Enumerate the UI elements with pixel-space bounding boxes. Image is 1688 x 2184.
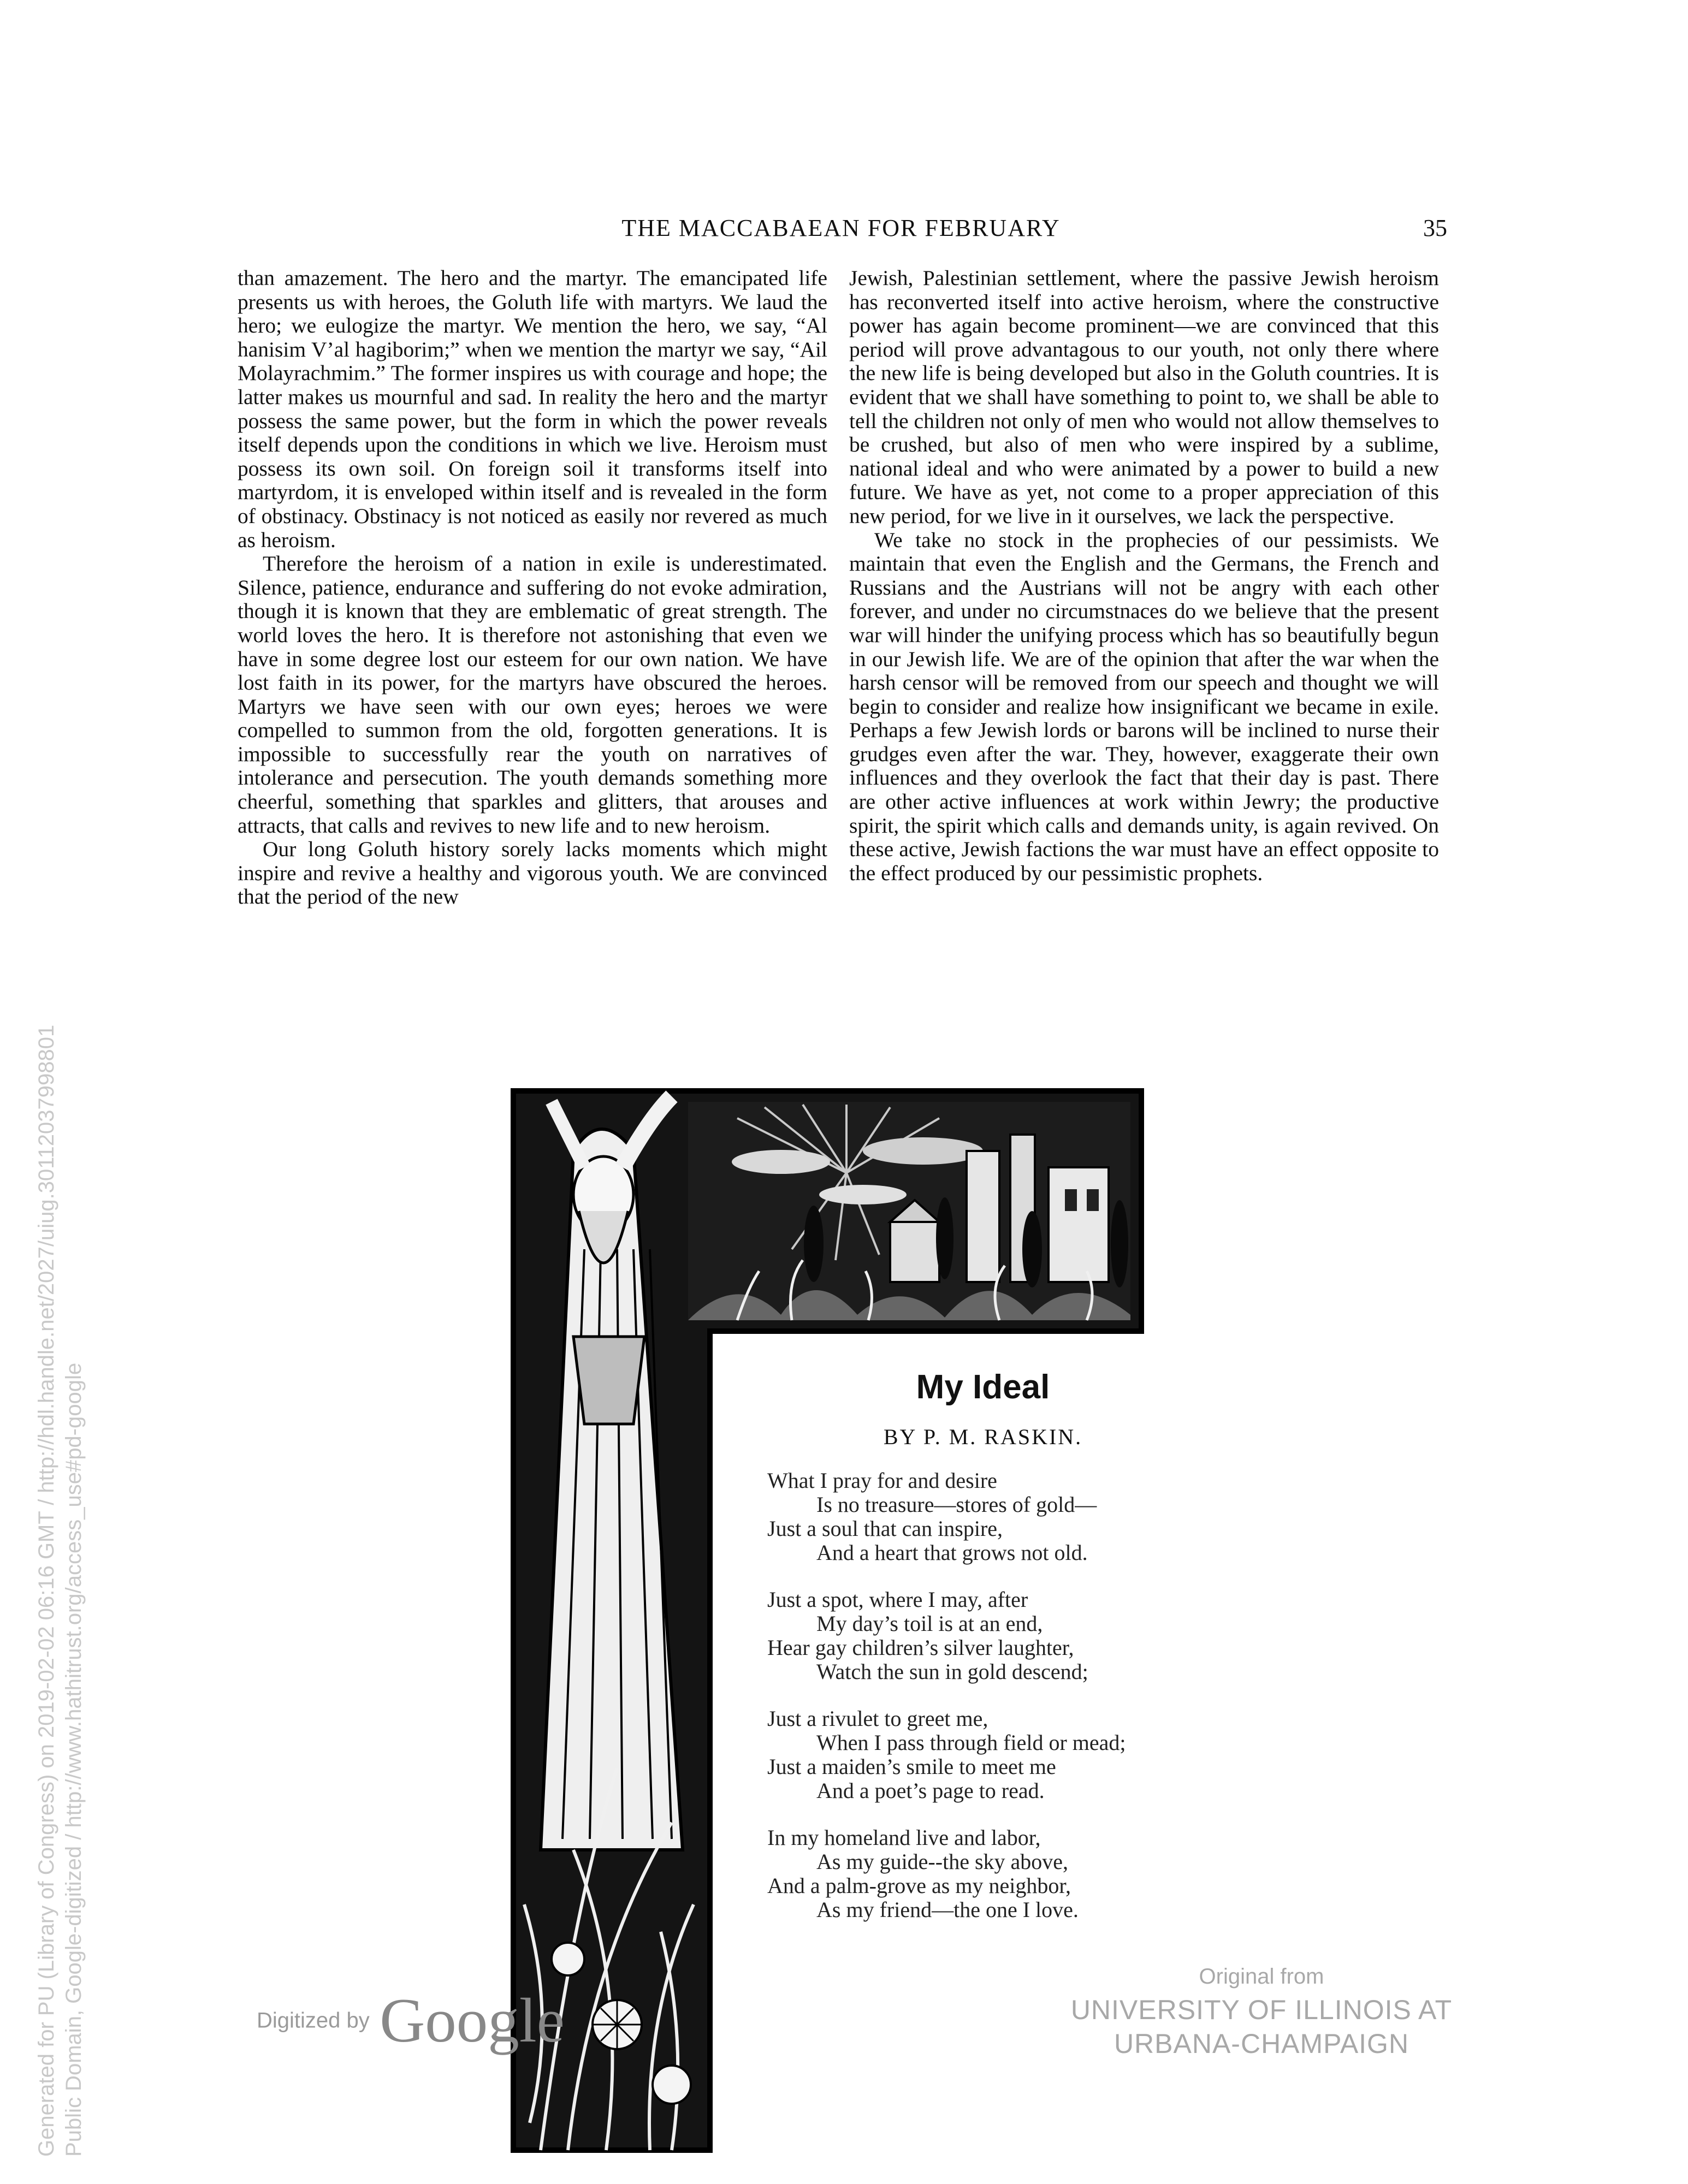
poem — [767, 1469, 1259, 1945]
google-logo: Google — [380, 1986, 565, 2055]
poem-line: And a heart that grows not old. — [816, 1540, 1088, 1565]
left-column — [238, 266, 827, 909]
poem-line: And a palm-grove as my neighbor, — [767, 1873, 1071, 1898]
poem-line: What I pray for and desire — [767, 1468, 997, 1493]
poem-title: My Ideal — [916, 1368, 1050, 1406]
poem-line: Just a rivulet to greet me, — [767, 1706, 988, 1731]
paragraph: Jewish, Palestinian settlement, where the passive Jewish heroism has reconverted itself into active heroism, where the constructive power has again become prominent—we are convinced that this period will prove advantagous to our youth, not only there where the new life is being developed but also in the Goluth countries. It is evident that we shall have something to point to, we shall be able to tell the children not only of men who would not allow themselves to be crushed, but also of men who were inspired by a sublime, national ideal and who were animated by a power to build a new future. We have as yet, not come to a proper appreciation of this new period, for we live in it ourselves, we lack the perspective. — [849, 266, 1439, 528]
paragraph: We take no stock in the prophecies of our pessimists. We maintain that even the English and the Germans, the French and Russians and the Austrians will not be angry with each other forever, and under no circumstnaces do we believe that the present war will hinder the unifying process which has so beautifully begun in our Jewish life. We are of the opinion that after the war when the harsh censor will be removed from our speech and thought we will begin to consider and realize how insignificant we became in exile. Perhaps a few Jewish lords or barons will be inclined to nurse their grudges even after the war. They, however, exaggerate their own influences and they overlook the fact that their day is past. There are other active influences at work within Jewry; the productive spirit, the spirit which calls and demands unity, is again revived. On these active, Jewish factions the war must have an effect opposite to the effect produced by our pessimistic prophets. — [849, 527, 1439, 885]
digitized-by-label: Digitized by — [257, 2008, 370, 2033]
poem-stanza — [767, 1707, 1259, 1803]
paragraph: Our long Goluth history sorely lacks moments which might inspire and revive a healthy and vigorous youth. We are convinced that the period of the new — [238, 837, 827, 909]
page-number: 35 — [1423, 215, 1447, 241]
poem-line: When I pass through field or mead; — [816, 1730, 1126, 1755]
poem-line: Just a soul that can inspire, — [767, 1516, 1003, 1541]
institution-line: URBANA-CHAMPAIGN — [1114, 2028, 1409, 2059]
right-column — [849, 266, 1439, 885]
poem-line: As my friend—the one I love. — [816, 1897, 1079, 1922]
poem-line: My day’s toil is at an end, — [816, 1611, 1043, 1636]
institution-line: UNIVERSITY OF ILLINOIS AT — [1070, 1995, 1453, 2025]
page-header — [235, 214, 1447, 247]
poem-line: Is no treasure—stores of gold— — [816, 1492, 1097, 1517]
running-title: THE MACCABAEAN FOR FEBRUARY — [621, 215, 1061, 241]
poem-line: And a poet’s page to read. — [816, 1778, 1045, 1803]
poem-stanza — [767, 1588, 1259, 1684]
scan-watermark-margin — [33, 1025, 87, 2157]
paragraph: than amazement. The hero and the martyr. The emancipated life presents us with heroes, the Goluth life with martyrs. We laud the hero; we eulogize the martyr. We mention the hero, we say, “Al hanisim V’al hagiborim;” when we mention the martyr we say, “Ail Molayrachmim.” The former inspires us with courage and hope; the latter makes us mournful and sad. In reality the hero and the martyr possess the same power, but the form in which the power reveals itself depends upon the conditions in which we live. Heroism must possess its own soil. On foreign soil it transforms itself into martyrdom, it is enveloped within itself and is revealed in the form of obstinacy. Obstinacy is not noticed as easily nor revered as much as heroism. — [238, 266, 827, 552]
paragraph: Therefore the heroism of a nation in exile is underestimated. Silence, patience, endurance and suffering do not evoke admiration, though it is known that they are emblematic of great strength. The world loves the hero. It is therefore not astonishing that even we have in some degree lost our esteem for our own nation. We have lost faith in its power, for the martyrs have obscured the heroes. Martyrs we have seen with our own eyes; heroes we were compelled to summon from the old, forgotten generations. It is impossible to successfully rear the youth on narratives of intolerance and persecution. The youth demands something more cheerful, something that sparkles and glitters, that arouses and attracts, that calls and revives to new life and to new heroism. — [238, 551, 827, 838]
poem-line: Watch the sun in gold descend; — [816, 1659, 1088, 1684]
poem-line: In my homeland live and labor, — [767, 1825, 1041, 1850]
scan-watermark-line: Generated for PU (Library of Congress) on 2019-02-02 06:16 GMT / http://hdl.handle.net/2027/uiug.30112037998801 — [34, 1024, 58, 2157]
digitized-by-credit — [257, 1985, 565, 2057]
poem-line: Hear gay children’s silver laughter, — [767, 1635, 1074, 1660]
original-source-credit — [1059, 1960, 1464, 2061]
poem-author: BY P. M. RASKIN. — [883, 1425, 1083, 1449]
poem-stanza — [767, 1826, 1259, 1922]
scan-watermark-line: Public Domain, Google-digitized / http://www.hathitrust.org/access_use#pd-google — [62, 1362, 86, 2157]
poem-line: Just a maiden’s smile to meet me — [767, 1754, 1056, 1779]
original-from-label: Original from — [1199, 1965, 1324, 1989]
poem-line: As my guide--the sky above, — [816, 1849, 1069, 1874]
poem-line: Just a spot, where I may, after — [767, 1587, 1028, 1612]
poem-stanza — [767, 1469, 1259, 1565]
